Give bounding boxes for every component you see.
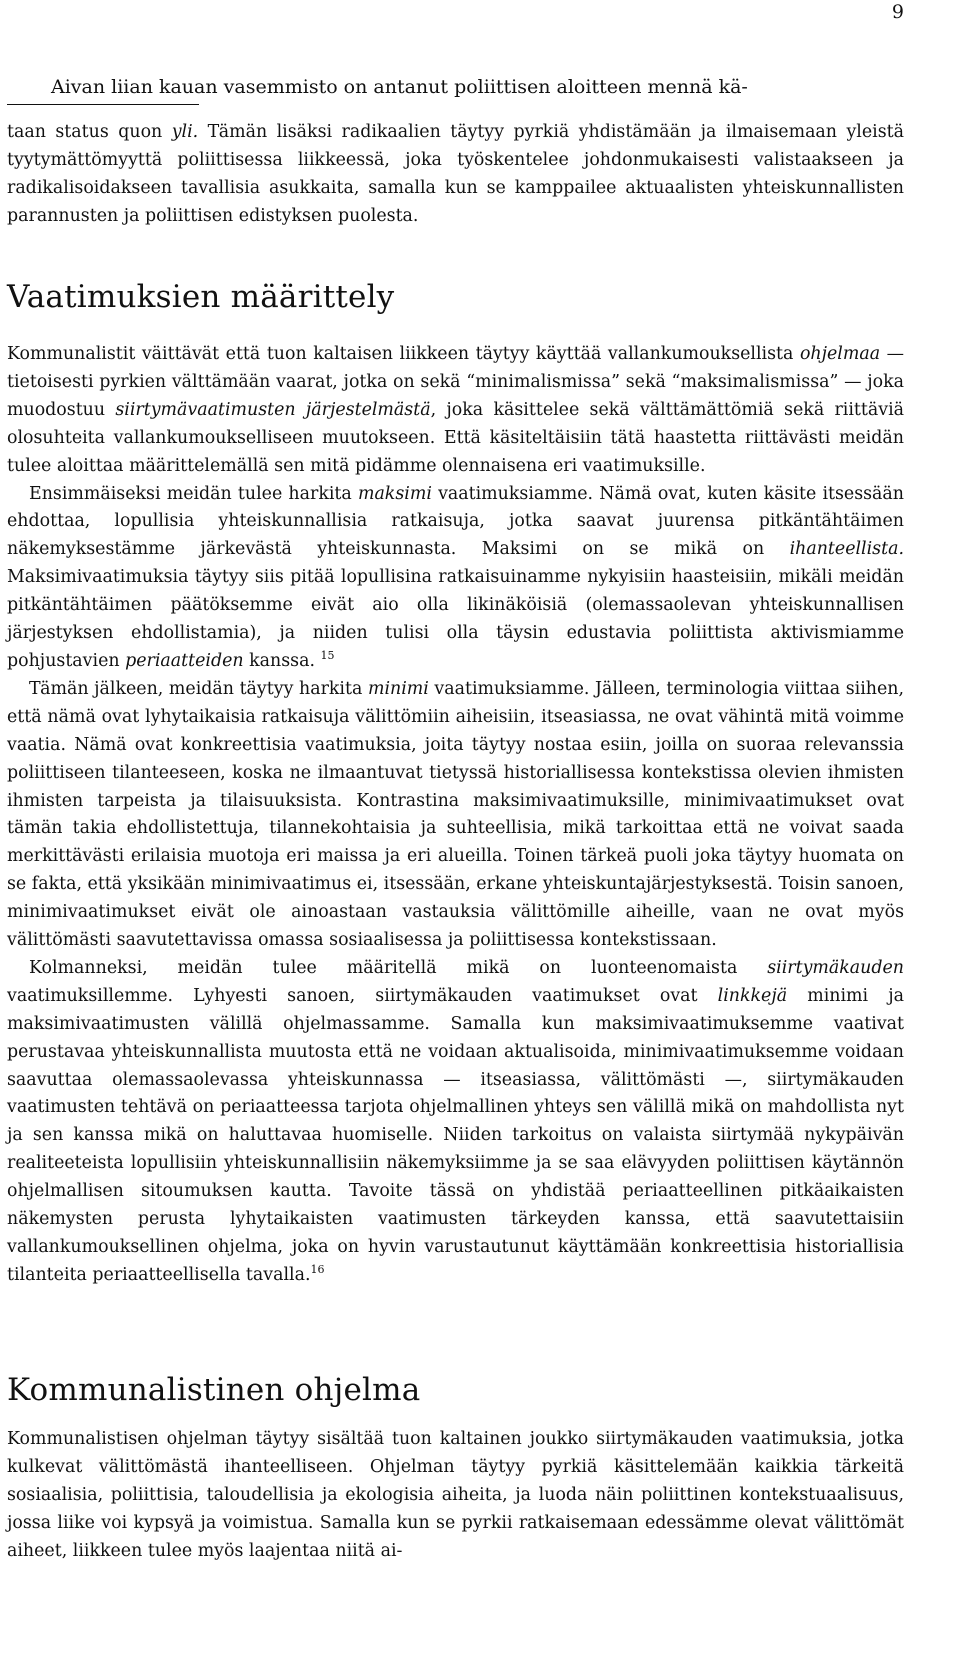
emphasis: periaatteiden	[125, 650, 244, 671]
section-body-vaatimuksien-maarittely	[7, 341, 904, 1290]
emphasis: maksimi	[357, 483, 432, 504]
paragraph: Ensimmäiseksi meidän tulee harkita maksimi vaatimuksiamme. Nämä ovat, kuten käsite itsessään ehdottaa, lopullisia yhteiskunnallisia ratkaisuja, jotka saavat juurensa pitkäntähtäimen näkemyksestämme järkevästä yhteiskunnasta. Maksimi on se mikä on ihanteellista. Maksimivaatimuksia täytyy siis pitää lopullisina ratkaisuinamme nykyisiin haasteisiin, mikäli meidän pitkäntähtäimen päätöksemme eivät aio olla likinäköisiä (olemassaolevan yhteiskunnallisen järjestyksen ehdollistamia), ja niiden tulisi olla täysin edustavia poliittista aktivismiamme pohjustavien periaatteiden kanssa. $^{15}$	[7, 483, 904, 671]
paragraph: Kolmanneksi, meidän tulee määritellä mikä on luonteenomaista siirtymäkauden vaatimuksillemme. Lyhyesti sanoen, siirtymäkauden vaatimukset ovat linkkejä minimi ja maksimivaatimusten välillä ohjelmassamme. Samalla kun maksimivaatimuksemme vaativat perustavaa yhteiskunnallista muutosta että ne voidaan aktualisoida, minimivaatimuksemme voidaan saavuttaa olemassaolevassa yhteiskunnassa — itseasiassa, välittömästi —, siirtymäkauden vaatimusten tehtävä on periaatteessa tarjota ohjelmallinen yhteys sen välillä mikä on mahdollista nyt ja sen kanssa mikä on haluttavaa huomiselle. Niiden tarkoitus on valaista siirtymää nykypäivän realiteeteista lopullisiin yhteiskunnallisiin näkemyksiimme ja se saa elävyyden poliittisen käytännön ohjelmallisen sitoumuksen kautta. Tavoite tässä on yhdistää periaatteellinen pitkäaikaisten näkemysten perusta lyhytaikaisten vaatimusten tärkeyden kanssa, että saavutettaisiin vallankumouksellinen ohjelma, joka on hyvin varustautunut käyttämään konkreettisia historiallisia tilanteita periaatteellisella tavalla.$^{16}$	[7, 957, 905, 1285]
emphasis: ohjelmaa	[799, 344, 881, 364]
emphasis: yli.	[171, 122, 199, 142]
footnote-reference[interactable]: 15	[320, 649, 335, 663]
paragraph: Kommunalistisen ohjelman täytyy sisältää tuon kaltainen joukko siirtymäkauden vaatimuksia, jotka kulkevat välittömästä ihanteelliseen. Ohjelman täytyy pyrkiä käsittelemään kaikkia tärkeitä sosiaalisia, poliittisia, taloudellisia ja ekologisia aiheita, ja luoda näin poliittinen kontekstuaalisuus, jossa liike voi kypsyä ja voimistua. Samalla kun se pyrkii ratkaisemaan edessämme olevat välittömät aiheet, liikkeen tulee myös laajentaa niitä ai-	[7, 1429, 904, 1561]
section-body-kommunalistinen-ohjelma	[7, 1426, 904, 1566]
emphasis: minimi	[367, 678, 429, 699]
footnote-reference[interactable]: 16	[310, 1263, 325, 1277]
emphasis: linkkejä	[717, 985, 788, 1006]
block-quote: Aivan liian kauan vasemmisto on antanut poliittisen aloitteen mennä kä-	[51, 76, 748, 98]
emphasis: ihanteellista.	[789, 539, 904, 560]
document-page	[7, 0, 904, 1660]
paragraph: Kommunalistit väittävät että tuon kaltaisen liikkeen täytyy käyttää vallankumouksellista ohjelmaa — tietoisesti pyrkien välttämään vaarat, jotka on sekä “minimalismissa” sekä “maksimalismissa” — joka muodostuu siirtymävaatimusten järjestelmästä, joka käsittelee sekä välttämättömiä sekä riittäviä olosuhteita vallankumoukselliseen muutokseen. Että käsiteltäisiin tätä haastetta riittävästi meidän tulee aloittaa määrittelemällä sen mitä pidämme olennaisena eri vaatimuksille.	[7, 344, 905, 476]
emphasis: siirtymävaatimusten järjestelmästä	[115, 399, 431, 420]
section-heading-vaatimuksien-maarittely: Vaatimuksien määrittely	[7, 279, 395, 315]
quote-separator-rule	[7, 104, 199, 105]
emphasis: siirtymäkauden	[767, 957, 904, 978]
intro-paragraph: taan status quon yli. Tämän lisäksi radikaalien täytyy pyrkiä yhdistämään ja ilmaisemaan yleistä tyytymättömyyttä poliittisessa liikkeessä, joka työskentelee johdonmukaisesti valistaakseen ja radikalisoidakseen tavallisia asukkaita, samalla kun se kamppailee aktuaalisten yhteiskunnallisten parannusten ja poliittisen edistyksen puolesta.	[7, 122, 904, 226]
section-heading-kommunalistinen-ohjelma: Kommunalistinen ohjelma	[7, 1372, 421, 1408]
page-number: 9	[891, 1, 904, 23]
paragraph: Tämän jälkeen, meidän täytyy harkita minimi vaatimuksiamme. Jälleen, terminologia viittaa siihen, että nämä ovat lyhytaikaisia ratkaisuja välittömiin aiheisiin, itseasiassa, ne ovat vähintä mitä voimme vaatia. Nämä ovat konkreettisia vaatimuksia, joita täytyy nostaa esiin, joilla on suoraa relevanssia poliittiseen tilanteeseen, koska ne ilmaantuvat tietyssä historiallisessa kontekstissa olevien ihmisten ihmisten tarpeista ja tilaisuuksista. Kontrastina maksimivaatimuksille, minimivaatimukset ovat tämän takia ehdollistettuja, tilannekohtaisia ja suhteellisia, mikä tarkoittaa että ne voivat saada merkittävästi erilaisia muotoja eri maissa ja eri alueilla. Toinen tärkeä puoli joka täytyy huomata on se fakta, että yksikään minimivaatimus ei, itsessään, erkane yhteiskuntajärjestyksestä. Toisin sanoen, minimivaatimukset eivät ole ainoastaan vastauksia välittömille aiheille, vaan ne ovat myös välittömästi saavutettavissa omassa sosiaalisessa ja poliittisessa kontekstissaan.	[7, 678, 904, 951]
